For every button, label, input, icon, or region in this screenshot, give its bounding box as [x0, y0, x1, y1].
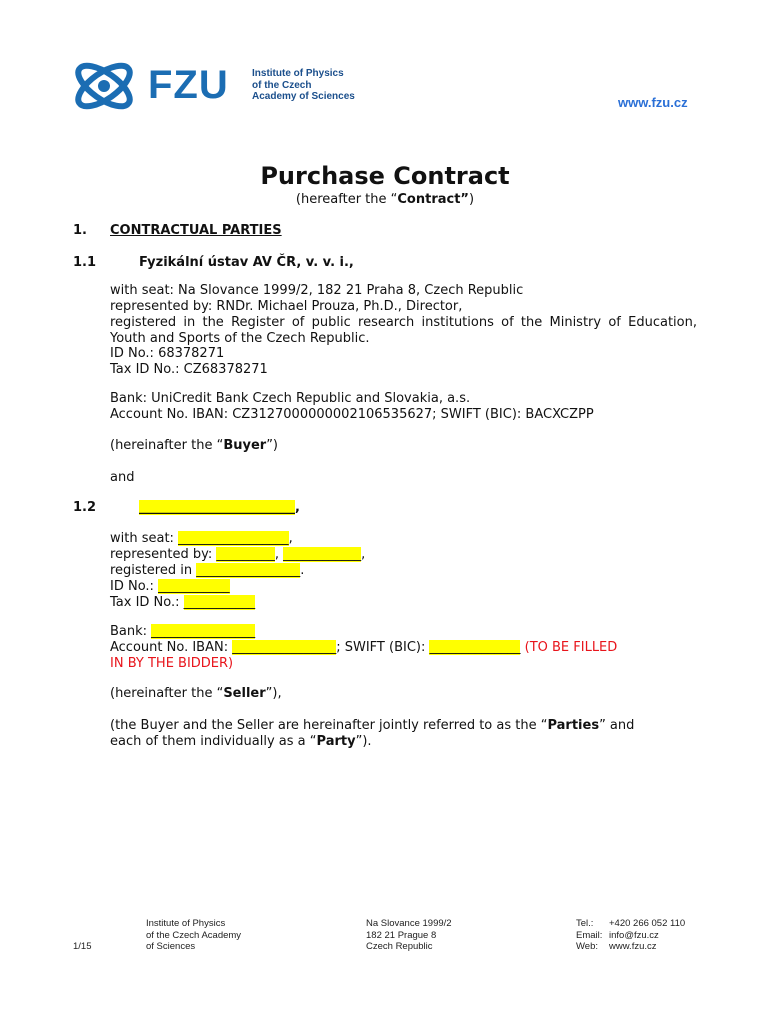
party1-seat: with seat: Na Slovance 1999/2, 182 21 Praha 8, Czech Republic — [110, 283, 524, 298]
bidder-note: (TO BE FILLED — [520, 640, 618, 655]
party1-bank-block — [110, 391, 594, 423]
section-number: 1. — [73, 223, 87, 238]
party2-hereinafter: (hereinafter the “Seller”), — [110, 686, 282, 701]
party2-number: 1.2 — [73, 500, 97, 515]
party1-id: ID No.: 68378271 — [110, 346, 225, 361]
party2-reg-blank[interactable]: ________________ — [196, 563, 301, 578]
party2-swift-blank[interactable]: ______________ — [429, 640, 521, 655]
party2-registered: registered in ________________. — [110, 563, 305, 578]
footer-email-link[interactable]: info@fzu.cz — [609, 929, 659, 941]
party2-id: ID No.: ___________ — [110, 579, 230, 594]
footer-web: Web: www.fzu.cz — [576, 941, 657, 952]
party2-id-blank[interactable]: ___________ — [158, 579, 230, 594]
party2-name: ________________________, — [139, 500, 300, 515]
party1-name: Fyzikální ústav AV ČR, v. v. i., — [139, 255, 354, 270]
party2-account: Account No. IBAN: ________________; SWIFT (BIC): ______________ (TO BE FILLED — [110, 640, 618, 655]
parties-note: (the Buyer and the Seller are hereinafter jointly referred to as the “Parties” and each of them individually as a “Party”). — [110, 718, 635, 749]
party1-registered: registered in the Register of public research institutions of the Ministry of Education, Youth and Sports of the Czech Republic. — [110, 315, 697, 346]
party2-iban-blank[interactable]: ________________ — [232, 640, 337, 655]
page-number: 1/15 — [73, 941, 92, 952]
bidder-note-cont: IN BY THE BIDDER) — [110, 656, 234, 671]
party2-tax-blank[interactable]: ___________ — [183, 595, 256, 610]
party2-bank-block — [110, 624, 700, 672]
party1-account: Account No. IBAN: CZ3127000000002106535627; SWIFT (BIC): BACXCZPP — [110, 407, 594, 422]
party1-number: 1.1 — [73, 255, 97, 270]
party2-bank: Bank: ________________ — [110, 624, 256, 639]
footer-contacts — [576, 918, 685, 953]
footer-institute: Institute of Physics of the Czech Academy of Sciences — [146, 918, 242, 952]
party2-bank-blank[interactable]: ________________ — [151, 624, 256, 639]
party1-represented: represented by: RNDr. Michael Prouza, Ph.D., Director, — [110, 299, 463, 314]
website-link[interactable]: www.fzu.cz — [618, 95, 688, 110]
party2-block — [110, 531, 365, 611]
party2-rep-blank-2[interactable]: ____________ — [283, 547, 362, 562]
section-heading: CONTRACTUAL PARTIES — [110, 223, 282, 238]
and-text: and — [110, 470, 135, 485]
page-subtitle: (hereafter the “Contract”) — [295, 192, 475, 207]
page-title: Purchase Contract — [260, 162, 510, 190]
party1-bank: Bank: UniCredit Bank Czech Republic and Slovakia, a.s. — [110, 391, 471, 406]
logo-abbreviation: FZU — [148, 63, 229, 107]
footer-tel: Tel.: +420 266 052 110 — [576, 918, 686, 929]
party2-rep-blank-1[interactable]: _________ — [216, 547, 275, 562]
party2-name-blank[interactable]: ________________________ — [139, 500, 295, 515]
footer-email: Email: info@fzu.cz — [576, 929, 659, 941]
party1-block — [110, 283, 697, 378]
party2-represented: represented by: _________, ____________, — [110, 547, 366, 562]
party2-seat: with seat: _________________, — [110, 531, 293, 546]
party1-tax-id: Tax ID No.: CZ68378271 — [110, 362, 268, 377]
footer-web-link[interactable]: www.fzu.cz — [609, 941, 657, 952]
party2-tax-id: Tax ID No.: ___________ — [110, 595, 256, 610]
fzu-logo — [70, 57, 370, 115]
fzu-atom-icon — [70, 57, 140, 115]
footer-address: Na Slovance 1999/2 182 21 Prague 8 Czech Republic — [366, 918, 452, 952]
party1-hereinafter: (hereinafter the “Buyer”) — [110, 438, 278, 453]
party2-seat-blank[interactable]: _________________ — [178, 531, 289, 546]
institute-name: Institute of Physics of the Czech Academy of Sciences — [252, 68, 355, 102]
